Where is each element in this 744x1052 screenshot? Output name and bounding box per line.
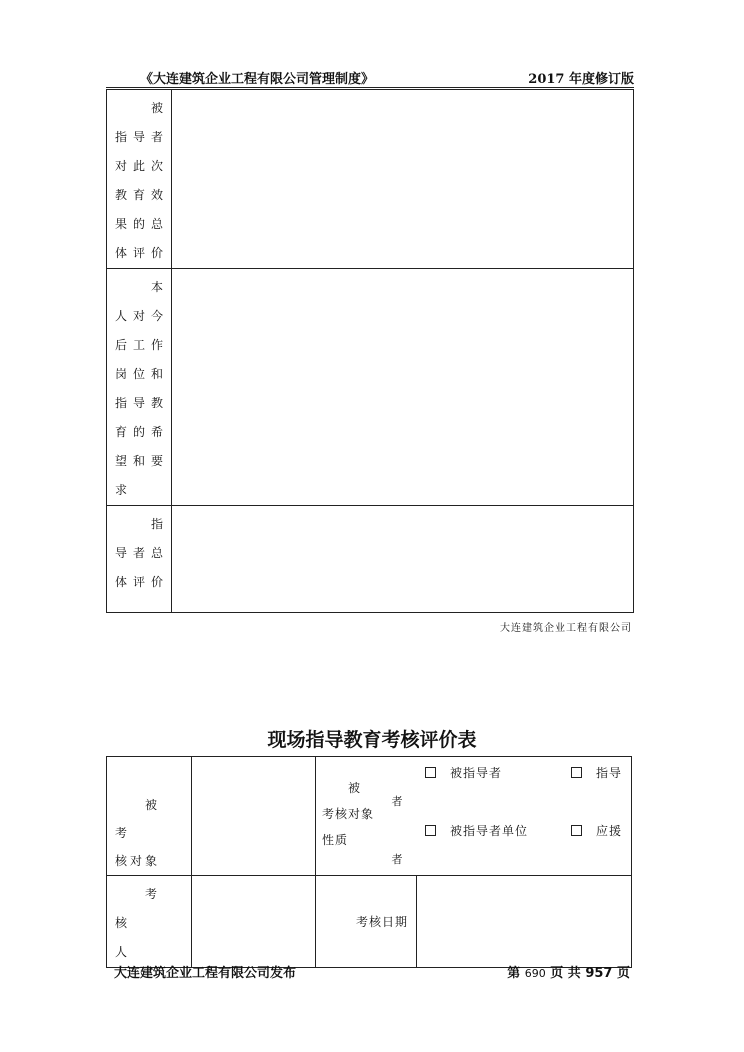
date-label-cell (316, 876, 417, 968)
table-row (107, 506, 634, 613)
footer-page-info (507, 962, 630, 981)
nature-label: 被 考核对象 性质 (322, 781, 375, 847)
option-supervisor[interactable] (571, 764, 622, 781)
table-row (107, 757, 632, 876)
checkbox-icon[interactable] (571, 825, 582, 836)
row-label-cell (107, 90, 172, 269)
assessment-form-table (106, 756, 632, 968)
checkbox-icon[interactable] (571, 767, 582, 778)
page-number: 690 (524, 967, 546, 980)
footer-publisher: 大连建筑企业工程有限公司发布 (114, 966, 297, 981)
nature-label-cell (316, 757, 392, 876)
nature-zhe-2: 者 (391, 853, 403, 866)
row-label: 指 导者总 体评价 (115, 517, 170, 589)
option-supervised-unit[interactable] (425, 822, 528, 839)
examinee-label: 被 考 核对象 (115, 798, 161, 868)
option-label: 被指导者 (450, 766, 503, 780)
option-supervised[interactable] (425, 764, 502, 781)
examiner-label: 考 核 人 (115, 887, 161, 959)
page-prefix: 第 (507, 966, 521, 981)
option-label: 被指导者单位 (450, 824, 529, 838)
content-cell[interactable] (172, 90, 634, 269)
row-label-cell (107, 269, 172, 506)
content-cell[interactable] (172, 506, 634, 613)
table-row (107, 90, 634, 269)
option-label: 应援 (596, 824, 623, 838)
content-cell[interactable] (172, 269, 634, 506)
nature-zhe-1: 者 (391, 795, 403, 808)
date-label: 考核日期 (355, 915, 408, 929)
option-label: 指导 (596, 766, 623, 780)
nature-zhe-cell (392, 757, 417, 876)
table-row (107, 269, 634, 506)
row-label: 被 指导者 对此次 教育效 果的总 体评价 (115, 101, 170, 260)
examiner-label-cell (107, 876, 192, 968)
page-suffix: 页 共 957 页 (550, 966, 630, 981)
date-input[interactable] (417, 876, 632, 968)
option-support[interactable] (571, 822, 622, 839)
checkbox-icon[interactable] (425, 767, 436, 778)
form-title: 现场指导教育考核评价表 (267, 729, 477, 751)
document-header-version: 2017 年度修订版 (528, 72, 634, 87)
header-rule (106, 87, 634, 88)
company-note: 大连建筑企业工程有限公司 (500, 623, 632, 634)
examiner-input[interactable] (192, 876, 316, 968)
table-row (107, 876, 632, 968)
row-label: 本 人对今 后工作 岗位和 指导教 育的希 望和要 求 (115, 280, 170, 497)
document-header-title: 《大连建筑企业工程有限公司管理制度》 (140, 72, 375, 87)
checkbox-icon[interactable] (425, 825, 436, 836)
row-label-cell (107, 506, 172, 613)
examinee-input[interactable] (192, 757, 316, 876)
evaluation-continuation-table (106, 89, 634, 613)
examinee-label-cell (107, 757, 192, 876)
